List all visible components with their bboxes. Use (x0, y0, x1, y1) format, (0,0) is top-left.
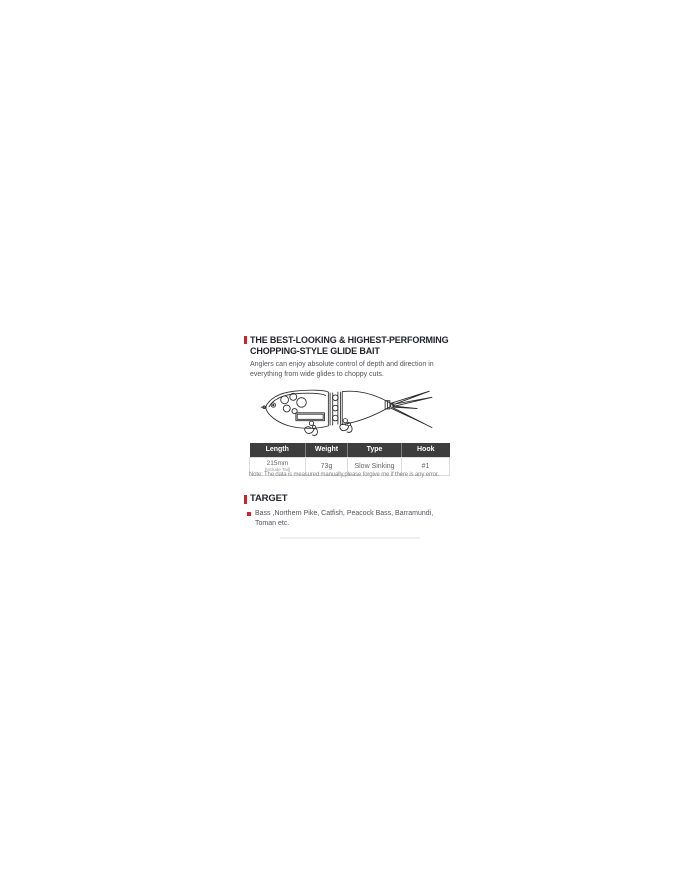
hero-heading-text (250, 335, 448, 356)
bullet-square-icon (247, 512, 251, 516)
hero-description (250, 360, 434, 379)
hero-heading (244, 335, 448, 356)
target-species-item (247, 509, 433, 528)
hero-description-line-2: everything from wide glides to choppy cuts. (250, 370, 384, 378)
hero-heading-line-2: CHOPPING-STYLE GLIDE BAIT (250, 345, 380, 356)
target-heading (244, 494, 287, 505)
spec-cell-hook: #1 (402, 457, 450, 475)
measurement-note: Note: The data is measured manually,please forgive me if there is any error. (249, 472, 439, 478)
target-species-line-1: Bass ,Northern Pike, Catfish, Peacock Bass, Barramundi, (255, 510, 434, 517)
spec-cell-weight: 73g (306, 457, 348, 475)
spec-header-length: Length (250, 443, 306, 457)
spec-header-weight: Weight (306, 443, 348, 457)
hero-description-line-1: Anglers can enjoy absolute control of depth and direction in (250, 361, 434, 368)
glide-bait-drawing (248, 386, 446, 438)
target-species-line-2: Toman etc. (255, 519, 290, 527)
product-description-section (244, 335, 456, 545)
spec-cell-type: Slow Sinking (348, 457, 402, 475)
target-accent-bar (244, 495, 247, 504)
spec-header-hook: Hook (402, 443, 450, 457)
target-species-text (255, 509, 433, 528)
spec-table (249, 443, 450, 476)
length-value: 215mm (266, 460, 289, 467)
target-heading-text: TARGET (250, 493, 288, 504)
hero-heading-line-1: THE BEST-LOOKING & HIGHEST-PERFORMING (250, 335, 449, 345)
section-divider (280, 537, 420, 539)
spec-table-header-row (250, 443, 450, 457)
glide-bait-illustration (248, 386, 446, 438)
heading-accent-bar (244, 336, 247, 344)
spec-header-type: Type (348, 443, 402, 457)
length-note: (Include Tail) (264, 467, 291, 472)
